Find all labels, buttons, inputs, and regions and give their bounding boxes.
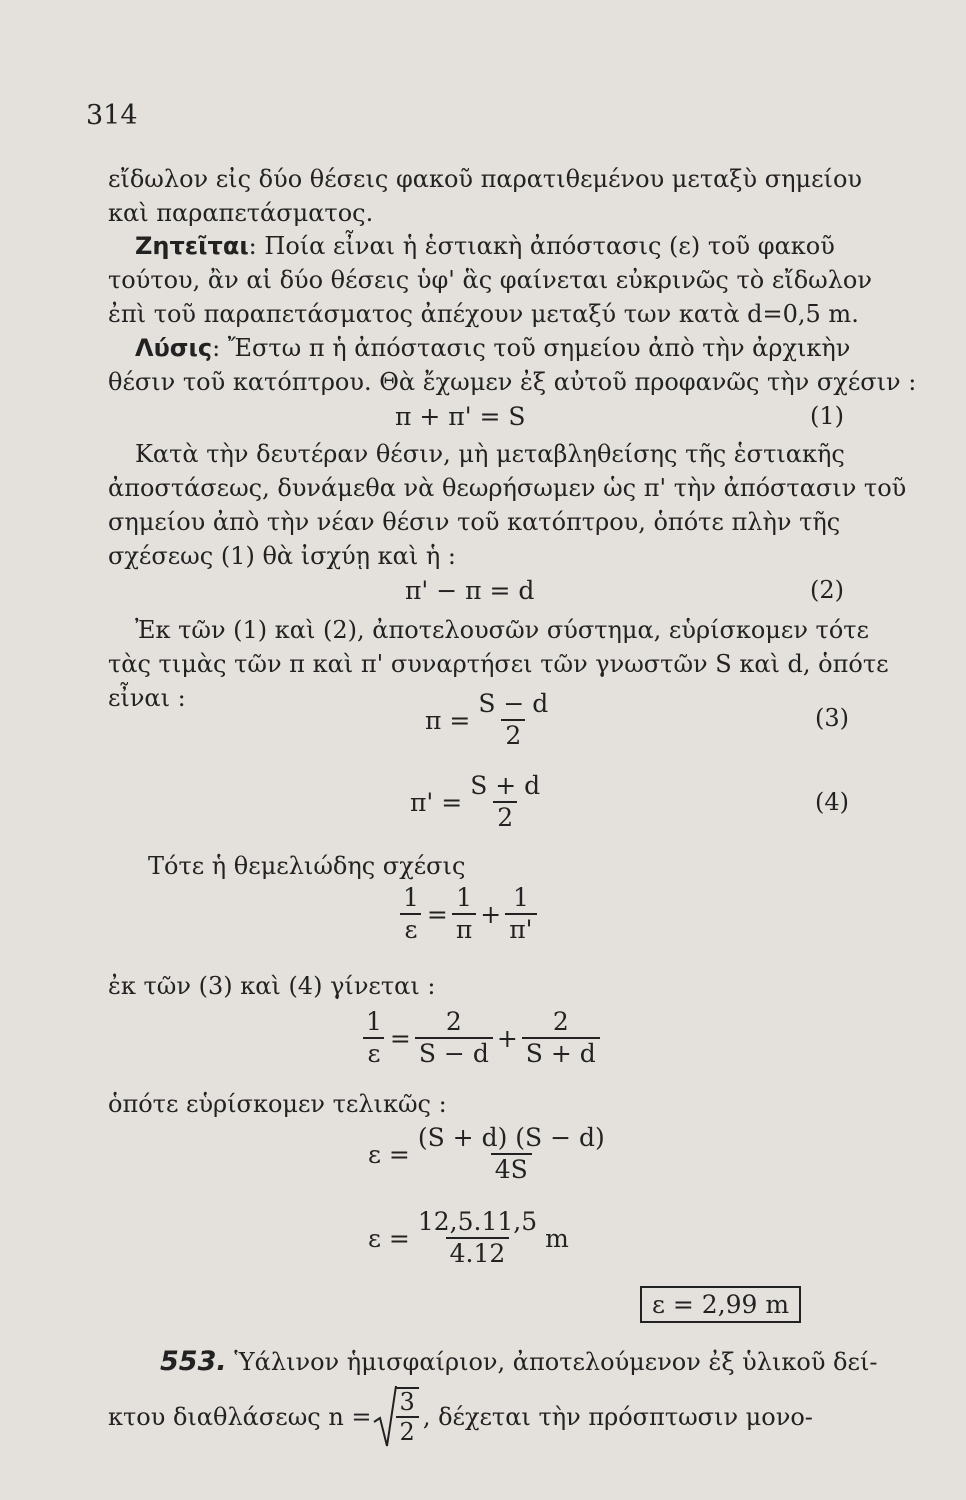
fraction-numerator: 2 (445, 1007, 462, 1036)
fraction-denominator: 2 (493, 801, 517, 833)
equation-3-lhs: π = (425, 705, 471, 735)
fraction-denominator: ε (400, 913, 421, 945)
equation-6 (358, 1008, 604, 1069)
equation-7-lhs: ε = (368, 1139, 410, 1169)
equation-8-fraction (414, 1208, 541, 1269)
text-line: καὶ παραπετάσματος. (108, 199, 374, 227)
problem-text-start: κτου διαθλάσεως n = (108, 1403, 372, 1431)
problem-text-end: , δέχεται τὴν πρόσπτωσιν μονο- (422, 1403, 813, 1431)
problem-line-1 (160, 1346, 877, 1377)
text-line: ἐκ τῶν (3) καὶ (4) γίνεται : (108, 972, 436, 1000)
equation-8-lhs: ε = (368, 1223, 410, 1253)
fraction-numerator: 12,5.11,5 (417, 1207, 538, 1236)
fraction-numerator: S − d (478, 689, 549, 718)
problem-line-2 (108, 1384, 813, 1450)
equation-4-tag: (4) (815, 788, 849, 816)
fraction-numerator: 3 (399, 1387, 415, 1416)
equation-2-tag: (2) (810, 576, 844, 604)
fraction-numerator: S + d (470, 771, 541, 800)
problem-number: 553. (160, 1346, 227, 1377)
fraction (362, 1008, 386, 1069)
radical-sign-icon (372, 1384, 398, 1450)
fraction (452, 884, 476, 945)
fraction (522, 1008, 600, 1069)
result-box: ε = 2,99 m (640, 1286, 801, 1323)
fraction-denominator: ε (363, 1037, 384, 1069)
equation-1-tag: (1) (810, 402, 844, 430)
text-line: Ἐκ τῶν (1) καὶ (2), ἀποτελουσῶν σύστημα, εὑρίσκομεν τότε (135, 616, 869, 644)
page-number: 314 (86, 100, 138, 131)
plus-sign: + (496, 1023, 518, 1053)
text-line: εἴδωλον εἰς δύο θέσεις φακοῦ παρατιθεμένου μεταξὺ σημείου (108, 165, 862, 193)
fraction-numerator: 1 (366, 1007, 382, 1036)
problem-text: Ὑάλινον ἡμισφαίριον, ἀποτελούμενον ἐξ ὑλικοῦ δεί- (234, 1348, 878, 1376)
text-line: ἐπὶ τοῦ παραπετάσματος ἀπέχουν μεταξύ των κατὰ d=0,5 m. (108, 300, 859, 328)
solution-text: : Ἔστω π ἡ ἀπόστασις τοῦ σημείου ἀπὸ τὴν ἀρχικὴν (212, 334, 851, 362)
text-line: θέσιν τοῦ κατόπτρου. Θὰ ἔχωμεν ἐξ αὐτοῦ προφανῶς τὴν σχέσιν : (108, 368, 917, 396)
square-root (372, 1384, 423, 1450)
equals-sign: = (426, 899, 448, 929)
equals-sign: = (389, 1023, 411, 1053)
text-line: σημείου ἀπὸ τὴν νέαν θέσιν τοῦ κατόπτρου, ὁπότε πλὴν τῆς (108, 508, 841, 536)
equation-3 (425, 690, 556, 751)
equation-1: π + π' = S (395, 402, 526, 431)
equation-2: π' − π = d (405, 576, 535, 605)
fraction-denominator: 2 (501, 719, 525, 751)
fraction (505, 884, 536, 945)
fraction-numerator: 1 (456, 883, 473, 912)
fraction (399, 884, 423, 945)
equation-7 (368, 1124, 613, 1185)
sought-label: Ζητεῖται (135, 232, 249, 260)
fraction-denominator: S + d (522, 1037, 600, 1069)
text-line: Κατὰ τὴν δευτέραν θέσιν, μὴ μεταβληθείσης τῆς ἑστιακῆς (135, 440, 845, 468)
equation-4-lhs: π' = (410, 787, 463, 817)
solution-label: Λύσις (135, 334, 213, 362)
text-line: ὁπότε εὑρίσκομεν τελικῶς : (108, 1090, 447, 1118)
text-line: εἶναι : (108, 684, 186, 712)
fraction-denominator: 4.12 (446, 1237, 510, 1269)
text-line: σχέσεως (1) θὰ ἰσχύῃ καὶ ἡ : (108, 542, 456, 570)
fraction-denominator: π (452, 913, 476, 945)
sqrt-fraction (396, 1387, 419, 1447)
equation-8 (368, 1208, 569, 1269)
text-line: ἀποστάσεως, δυνάμεθα νὰ θεωρήσωμεν ὡς π' τὴν ἀπόστασιν τοῦ (108, 474, 907, 502)
solution-line (135, 334, 850, 362)
text-line: τούτου, ἂν αἱ δύο θέσεις ὑφ' ἃς φαίνεται εὐκρινῶς τὸ εἴδωλον (108, 266, 872, 294)
equation-3-tag: (3) (815, 704, 849, 732)
equation-8-unit: m (545, 1223, 569, 1253)
equation-4-fraction (466, 772, 544, 833)
equation-4 (410, 772, 548, 833)
fraction (415, 1008, 493, 1069)
plus-sign: + (480, 899, 502, 929)
fraction-denominator: 4S (491, 1153, 532, 1185)
text-line: Τότε ἡ θεμελιώδης σχέσις (148, 852, 466, 880)
fraction-numerator: 1 (403, 883, 419, 912)
text-line: τὰς τιμὰς τῶν π καὶ π' συναρτήσει τῶν γνωστῶν S καὶ d, ὁπότε (108, 650, 889, 678)
sought-text: : Ποία εἶναι ἡ ἑστιακὴ ἀπόστασις (ε) τοῦ φακοῦ (248, 232, 835, 260)
equation-3-fraction (474, 690, 552, 751)
fraction-numerator: (S + d) (S − d) (417, 1123, 605, 1152)
sought-line (135, 232, 835, 260)
fraction-numerator: 1 (512, 883, 529, 912)
equation-7-fraction (414, 1124, 609, 1185)
fraction-numerator: 2 (552, 1007, 569, 1036)
equation-lens-formula (395, 884, 541, 945)
fraction-denominator: S − d (415, 1037, 493, 1069)
fraction-denominator: 2 (396, 1416, 419, 1447)
fraction-denominator: π' (505, 913, 536, 945)
